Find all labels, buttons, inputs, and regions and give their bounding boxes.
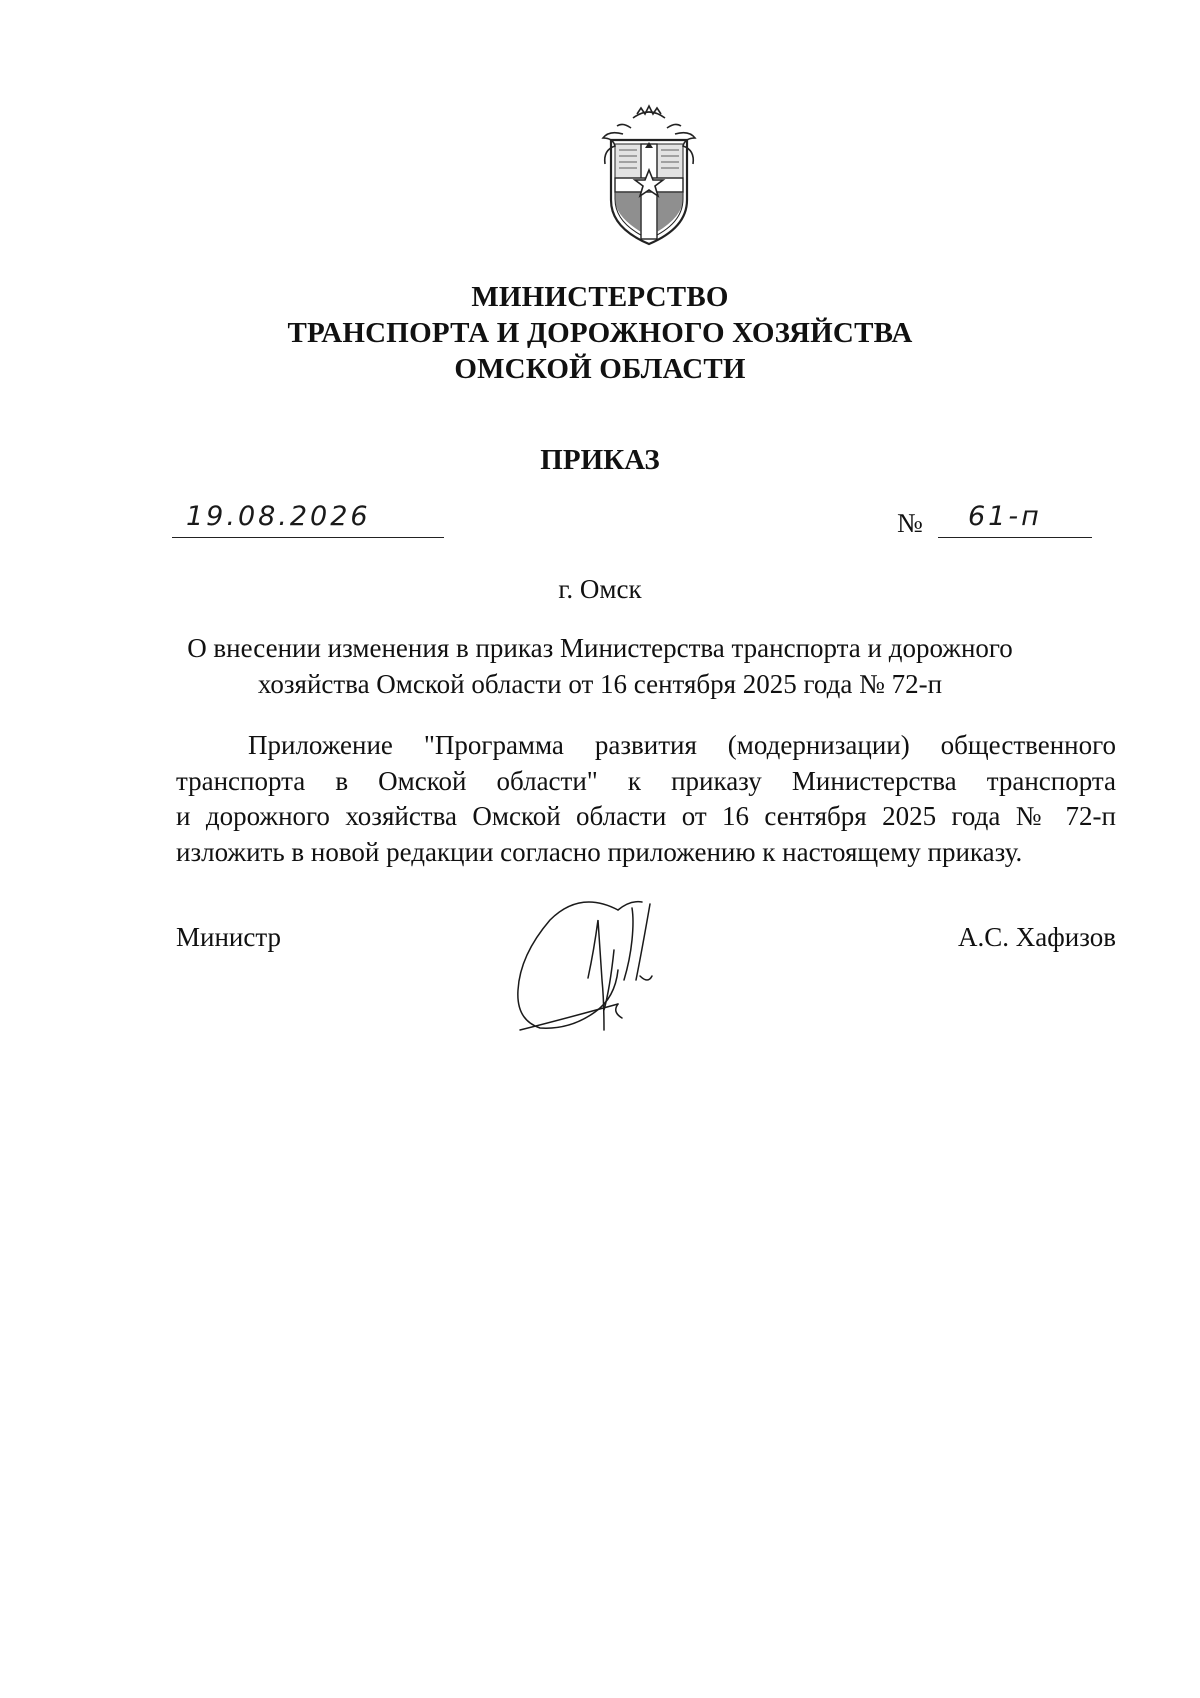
handwritten-signature-icon — [500, 880, 690, 1040]
body-line: изложить в новой редакции согласно приложению к настоящему приказу. — [176, 836, 1023, 867]
body-line: транспорта в Омской области" к приказу Министерства транспорта — [176, 765, 1116, 796]
number-field — [938, 501, 1092, 538]
ministry-title-line: ТРАНСПОРТА И ДОРОЖНОГО ХОЗЯЙСТВА — [287, 317, 913, 349]
ministry-title-line: ОМСКОЙ ОБЛАСТИ — [454, 353, 746, 385]
body-line: и дорожного хозяйства Омской области от 16 сентября 2025 года № 72-п — [176, 801, 1116, 831]
subject-line: О внесении изменения в приказ Министерства транспорта и дорожного — [187, 633, 1013, 663]
body-line: Приложение "Программа развития (модернизации) общественного — [248, 730, 1116, 760]
city: г. Омск — [558, 574, 642, 604]
ministry-title — [0, 279, 1200, 387]
handwritten-number: 61-п — [968, 501, 1042, 532]
signer-name: А.С. Хафизов — [958, 922, 1116, 952]
handwritten-date: 19.08.2026 — [186, 501, 371, 532]
signer-title: Министр — [176, 922, 281, 952]
document-body — [176, 728, 1116, 870]
ministry-title-line: МИНИСТЕРСТВО — [471, 281, 729, 313]
document-type: ПРИКАЗ — [540, 444, 660, 476]
date-field — [172, 501, 444, 538]
omsk-oblast-coat-of-arms-icon — [593, 104, 705, 254]
document-subject — [160, 630, 1040, 702]
number-label: № — [897, 508, 923, 538]
subject-line: хозяйства Омской области от 16 сентября 2025 года № 72-п — [257, 669, 943, 699]
